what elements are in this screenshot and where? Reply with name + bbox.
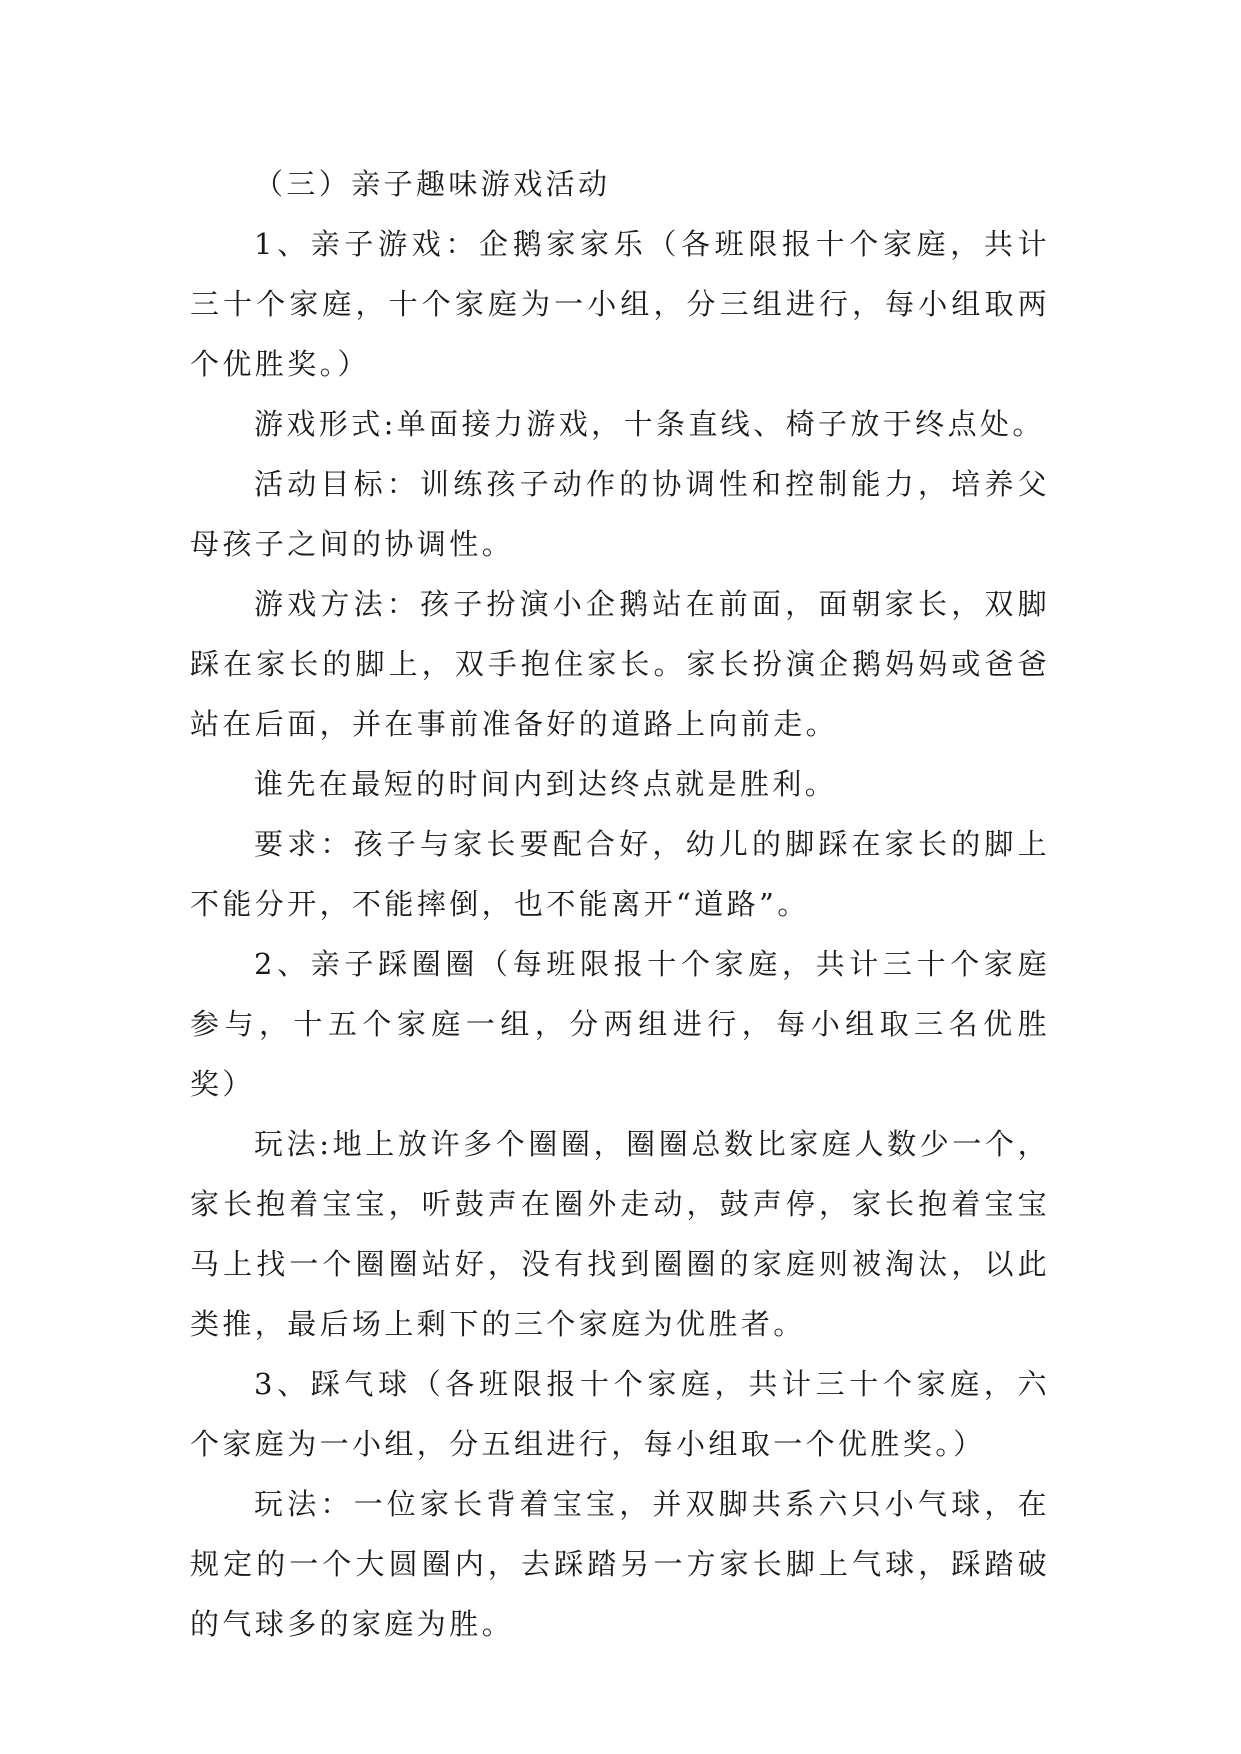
game-1-win-rule: 谁先在最短的时间内到达终点就是胜利。 [254, 767, 838, 801]
game-3-intro: 3、踩气球（各班限报十个家庭，共计三十个家庭，六个家庭为一小组，分五组进行，每小组取一个优胜奖。） [190, 1367, 1050, 1461]
game-1-form: 游戏形式:单面接力游戏，十条直线、椅子放于终点处。 [254, 407, 1045, 441]
game-2-intro: 2、亲子踩圈圈（每班限报十个家庭，共计三十个家庭参与，十五个家庭一组，分两组进行，每小组取三名优胜奖） [190, 947, 1050, 1101]
game-1-method: 游戏方法：孩子扮演小企鹅站在前面，面朝家长，双脚踩在家长的脚上，双手抱住家长。家长扮演企鹅妈妈或爸爸站在后面，并在事前准备好的道路上向前走。 [190, 587, 1050, 741]
game-1-intro: 1、亲子游戏：企鹅家家乐（各班限报十个家庭，共计三十个家庭，十个家庭为一小组，分三组进行，每小组取两个优胜奖。） [190, 227, 1050, 381]
document-body [190, 154, 1050, 1654]
game-1-requirements: 要求：孩子与家长要配合好，幼儿的脚踩在家长的脚上不能分开，不能摔倒，也不能离开“道路”。 [190, 827, 1050, 921]
game-3-rules: 玩法：一位家长背着宝宝，并双脚共系六只小气球，在规定的一个大圆圈内，去踩踏另一方家长脚上气球，踩踏破的气球多的家庭为胜。 [190, 1487, 1050, 1641]
section-heading: （三）亲子趣味游戏活动 [254, 167, 611, 201]
game-2-rules: 玩法:地上放许多个圈圈，圈圈总数比家庭人数少一个，家长抱着宝宝，听鼓声在圈外走动，鼓声停，家长抱着宝宝马上找一个圈圈站好，没有找到圈圈的家庭则被淘汰，以此类推，最后场上剩下的三个家庭为优胜者。 [190, 1127, 1050, 1341]
game-1-goal: 活动目标：训练孩子动作的协调性和控制能力，培养父母孩子之间的协调性。 [190, 467, 1050, 561]
